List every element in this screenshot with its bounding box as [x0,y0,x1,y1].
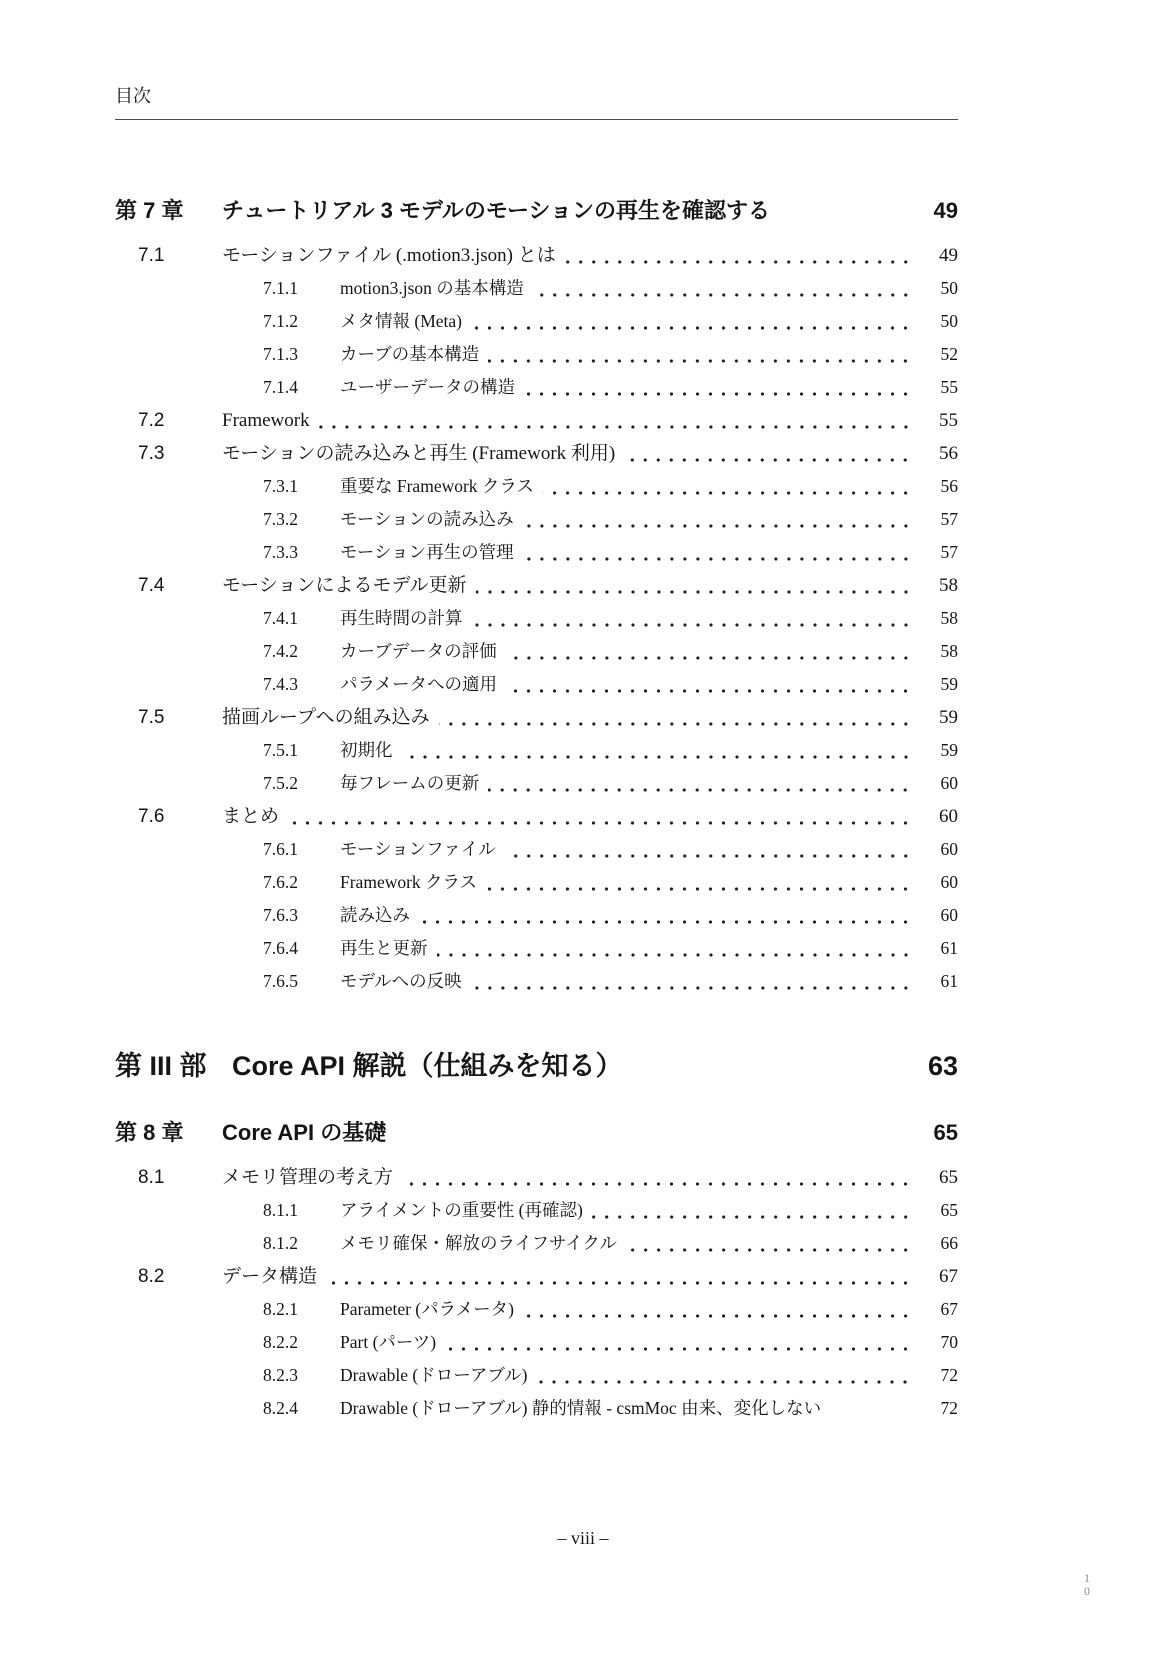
toc-entry-title: メモリ管理の考え方 [222,1167,394,1188]
toc-entry-title: 初期化 [340,740,393,760]
toc-entry [115,866,958,899]
dot-leader [506,668,914,701]
toc-entry-title: アライメントの重要性 (再確認) [340,1200,583,1220]
dot-leader [626,1227,914,1260]
dot-leader [471,305,914,338]
toc-entry [115,437,958,470]
toc-entry-title: Core API 解説（仕組みを知る） [232,1051,623,1081]
corner-artifact [1084,1572,1090,1598]
toc-entry-title: メタ情報 (Meta) [340,311,462,331]
toc-entry [115,635,958,668]
toc-entry-number: 7.6.2 [263,872,298,892]
toc-entry-page: 49 [939,245,958,266]
toc-entry [115,800,958,833]
toc-entry-number: 7.1 [138,245,165,266]
toc-entry-number: 7.5.2 [263,773,298,793]
toc-entry-number: 8.1.2 [263,1233,298,1253]
dot-leader [825,1392,916,1425]
toc-entry-page: 55 [940,377,958,397]
toc-entry [115,1116,958,1149]
toc-entry-title: ユーザーデータの構造 [340,377,515,397]
dot-leader [779,194,914,227]
toc-entry-title: Drawable (ドローアブル) [340,1365,528,1385]
toc-entry-title: チュートリアル 3 モデルのモーションの再生を確認する [222,198,771,223]
toc-entry-number: 7.3.1 [263,476,298,496]
toc-entry-page: 65 [933,1120,958,1145]
toc-entry-number: 8.2.1 [263,1299,298,1319]
toc-entry [115,305,958,338]
dot-leader [486,866,914,899]
toc-entry-number: 8.1 [138,1167,165,1188]
toc-entry-page: 50 [940,311,958,331]
toc-entry-number: 第 8 章 [115,1120,184,1145]
toc-entry [115,1392,958,1425]
running-header-title: 目次 [115,86,151,106]
dot-leader [472,602,915,635]
toc-entry-page: 65 [940,1200,958,1220]
toc-entry [115,404,958,437]
dot-leader [402,1161,914,1194]
toc-entry-number: 8.2 [138,1266,165,1287]
toc-entry [115,1359,958,1392]
toc-entry-title: メモリ確保・解放のライフサイクル [340,1233,617,1253]
toc-entry-page: 70 [940,1332,958,1352]
toc-entry-number: 7.5.1 [263,740,298,760]
dot-leader [326,1260,914,1293]
dot-leader [402,734,915,767]
toc-entry-page: 72 [940,1365,958,1385]
toc-entry [115,1260,958,1293]
toc-entry [115,767,958,800]
dot-leader [476,569,914,602]
toc-entry-page: 60 [940,872,958,892]
running-header [115,82,958,120]
toc-entry [115,194,958,227]
toc-entry [115,701,958,734]
dot-leader [523,536,914,569]
toc-entry-title: 再生と更新 [340,938,428,958]
dot-leader [543,470,914,503]
toc-entry-title: Framework [222,410,310,431]
toc-entry [115,536,958,569]
toc-entry-number: 7.6.1 [263,839,298,859]
dot-leader [592,1194,914,1227]
toc-entry-number: 7.3.3 [263,542,298,562]
toc-entry-page: 57 [940,509,958,529]
toc-entry-page: 60 [940,905,958,925]
dot-leader [624,437,914,470]
toc-entry-number: 7.6.5 [263,971,298,991]
toc-entry-number: 7.6.4 [263,938,298,958]
toc-entry-page: 61 [940,938,958,958]
toc-entry [115,899,958,932]
dot-leader [288,800,914,833]
toc-entry-page: 59 [940,674,958,694]
toc-entry [115,569,958,602]
toc-entry-page: 59 [940,740,958,760]
dot-leader [488,338,914,371]
toc-entry-title: カーブデータの評価 [340,641,497,661]
toc-entry-page: 67 [940,1299,958,1319]
toc-entry [115,1227,958,1260]
toc-entry-number: 7.1.1 [263,278,298,298]
toc-entry-title: モデルへの反映 [340,971,462,991]
dot-leader [471,965,914,998]
toc-entry-page: 66 [940,1233,958,1253]
toc-entry-number: 7.2 [138,410,165,431]
toc-entry-page: 72 [940,1398,958,1418]
toc-entry [115,503,958,536]
toc-entry [115,602,958,635]
toc-entry-number: 7.4.1 [263,608,298,628]
toc-entry-title: Part (パーツ) [340,1332,437,1352]
corner-artifact-line2: 0 [1084,1584,1090,1598]
toc-entry-number: 8.2.4 [263,1398,298,1418]
dot-leader [445,1326,914,1359]
page-footer [0,1528,1166,1549]
toc-entry-page: 49 [933,198,958,223]
toc-entry [115,272,958,305]
toc-entry-page: 57 [940,542,958,562]
toc-entry-page: 56 [939,443,958,464]
dot-leader [395,1116,914,1149]
corner-artifact-line1: 1 [1084,1571,1090,1585]
dot-leader [523,1293,914,1326]
toc-entry-number: 7.5 [138,707,165,728]
toc-entry-number: 8.2.3 [263,1365,298,1385]
toc-entry [115,965,958,998]
toc-entry-page: 50 [940,278,958,298]
toc-entry-title: カーブの基本構造 [340,344,480,364]
dot-leader [565,239,914,272]
toc-entry [115,338,958,371]
toc-entry [115,1046,958,1086]
dot-leader [536,1359,914,1392]
toc-entry-number: 7.1.2 [263,311,298,331]
dot-leader [419,899,914,932]
toc-entry-number: 7.1.4 [263,377,298,397]
dot-leader [439,701,914,734]
toc-entry-number: 第 7 章 [115,198,184,223]
toc-entry-title: Core API の基礎 [222,1120,387,1145]
toc-entry-title: Framework クラス [340,872,478,892]
toc-entry-number: 7.4 [138,575,165,596]
toc-entry [115,1293,958,1326]
dot-leader [505,833,914,866]
toc-entry-title: 再生時間の計算 [340,608,463,628]
dot-leader [437,932,915,965]
dot-leader [632,1046,914,1086]
toc-entry-title: モーション再生の管理 [340,542,514,562]
toc-entry [115,371,958,404]
toc-entry-title: 描画ループへの組み込み [222,707,430,728]
toc-entry-title: モーションの読み込み [340,509,514,529]
toc-entry-number: 8.2.2 [263,1332,298,1352]
dot-leader [488,767,914,800]
toc-entry [115,1161,958,1194]
toc-entry [115,470,958,503]
toc-entry-title: 読み込み [340,905,410,925]
toc-entry-number: 7.6.3 [263,905,298,925]
toc-entry-title: モーションによるモデル更新 [222,575,467,596]
toc-entry-title: パラメータへの適用 [340,674,497,694]
toc-entry-title: モーションの読み込みと再生 (Framework 利用) [222,443,616,464]
toc-entry-number: 第 III 部 [115,1051,207,1081]
toc-list [115,194,958,1425]
toc-entry-number: 7.3 [138,443,165,464]
toc-entry-title: Parameter (パラメータ) [340,1299,514,1319]
toc-entry [115,1194,958,1227]
toc-entry-number: 7.1.3 [263,344,298,364]
toc-entry-title: データ構造 [222,1266,318,1287]
toc-entry-page: 59 [939,707,958,728]
toc-entry-page: 58 [940,608,958,628]
toc-entry-page: 63 [927,1051,958,1081]
toc-entry-title: Drawable (ドローアブル) 静的情報 - csmMoc 由来、変化しない [340,1398,822,1418]
toc-entry-title: motion3.json の基本構造 [340,278,524,298]
dot-leader [524,371,914,404]
toc-entry [115,932,958,965]
toc-entry-page: 58 [940,641,958,661]
toc-entry-page: 60 [940,773,958,793]
toc-entry-page: 61 [940,971,958,991]
toc-entry-page: 60 [940,839,958,859]
dot-leader [533,272,914,305]
toc-entry-page: 60 [939,806,958,827]
toc-entry-title: モーションファイル (.motion3.json) とは [222,245,556,266]
toc-entry-page: 58 [939,575,958,596]
toc-entry-number: 7.6 [138,806,165,827]
toc-entry [115,239,958,272]
toc-entry-page: 67 [939,1266,958,1287]
toc-entry-number: 7.4.2 [263,641,298,661]
toc-entry-number: 7.4.3 [263,674,298,694]
toc-entry-title: 毎フレームの更新 [340,773,480,793]
toc-entry-number: 8.1.1 [263,1200,298,1220]
toc-entry-title: モーションファイル [340,839,496,859]
dot-leader [523,503,914,536]
toc-entry-page: 52 [940,344,958,364]
dot-leader [319,404,914,437]
page-footer-number: – viii – [557,1528,609,1548]
toc-entry-page: 65 [939,1167,958,1188]
toc-entry [115,668,958,701]
toc-entry-title: まとめ [222,806,280,827]
dot-leader [506,635,914,668]
toc-entry [115,1326,958,1359]
toc-entry [115,734,958,767]
toc-entry-page: 56 [940,476,958,496]
toc-entry-title: 重要な Framework クラス [340,476,534,496]
toc-entry-page: 55 [939,410,958,431]
toc-entry [115,833,958,866]
toc-entry-number: 7.3.2 [263,509,298,529]
